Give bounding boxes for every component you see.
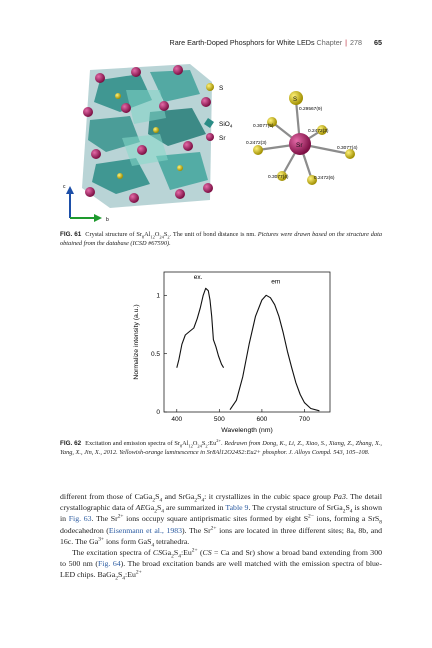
link-eisenmann-1983[interactable]: Eisenmann et al., 1983 xyxy=(108,525,183,535)
x-axis-label: Wavelength (nm) xyxy=(221,427,273,434)
body-text xyxy=(60,491,382,581)
legend-sio4: SiO$_4$ xyxy=(219,121,233,129)
bond-label-7: 0.2472(6) xyxy=(314,176,335,181)
plot-frame xyxy=(164,272,330,412)
lattice-structure-image xyxy=(82,64,213,208)
link-fig-64[interactable]: Fig. 64 xyxy=(97,559,121,569)
fig62-caption: FIG. 62 Excitation and emission spectra of $Sr_8Al_{12}O_{24}S_2:Eu^{2+}$. Redrawn from Dong, K., Li, Z., Xiao, S., Xiang, Z., Zhang, X., Yang, X., Jin, X., 2012. Yellowish-orange luminescence in Sr8Al12O24S2:Eu2+ phosphor. J. Alloys Compd. 543, 105–108. xyxy=(60,437,383,456)
bond-label-4: 0.2472(3) xyxy=(246,141,267,146)
bond-label-6: 0.3077(4) xyxy=(268,175,289,180)
paragraph-2: The excitation spectra of $CSGa_2S_4:Eu^{2+}$ (CS = Ca and Sr) show a broad band extending from 300 to 500 nm (Fig. 64). The broad excitation bands are well matched with the emission spectra of blue-LED chips. $BaGa_2S_4:Eu^{2+}$ xyxy=(60,547,383,582)
sr-coordination-diagram xyxy=(246,91,358,185)
x-tick-label-2: 600 xyxy=(256,416,268,423)
link-fig-63[interactable]: Fig. 63 xyxy=(68,514,92,524)
running-header: Rare Earth-Doped Phosphors for White LEDs Chapter | 278 65 xyxy=(169,38,382,47)
bond-label-5: 0.3077(4) xyxy=(337,146,358,151)
bond-label-3: 0.2472(3) xyxy=(308,129,329,134)
spectra-chart xyxy=(110,266,336,440)
header-title: Rare Earth-Doped Phosphors for White LEDs xyxy=(169,38,315,47)
y-tick-label-2: 1 xyxy=(156,292,160,300)
x-tick-label-0: 400 xyxy=(171,416,183,423)
paragraph-1: different from those of $CaGa_2S_4$ and $SrGa_2S_4$: it crystallizes in the cubic space group Pa3. The detail crystallographic data of $AEGa_2S_4$ are summarized in Table 9. The crystal structure of $SrGa_2S_4$ is shown in Fig. 63. The $Sr^{2+}$ ions occupy square antiprismatic sites formed by eight $S^{2-}$ ions, forming a SrS$_8$ dodecahedron (Eisenmann et al., 1983). The $Sr^{2+}$ ions are located in three different sites; 8a, 8b, and 16c. The $Ga^{3+}$ ions form GaS$_4$ tetrahedra. xyxy=(60,492,383,549)
x-tick-label-3: 700 xyxy=(299,416,310,423)
legend-sr: Sr xyxy=(219,135,226,142)
axis-c-label: c xyxy=(63,184,66,190)
annotation-ex: ex. xyxy=(193,274,203,281)
page-number: 65 xyxy=(374,38,382,47)
fig62-caption-italic: Redrawn from Dong, K., Li, Z., Xiao, S., Xiang, Z., Zhang, X., Yang, X., Jin, X., 2012. Yellowish-orange luminescence in Sr8Al12O24S2:Eu2+ phosphor. J. Alloys Compd. 543, 105–108. xyxy=(60,440,383,456)
s-top-label: S xyxy=(293,97,298,103)
axis-b-label: b xyxy=(106,217,109,223)
fig61-caption: FIG. 61 Crystal structure of $Sr_8Al_{12}O_{24}S_2$. The unit of bond distance is nm. Pictures were drawn based on the structure data obtained from the database (ICSD #67590). xyxy=(60,231,382,247)
annotation-em: em xyxy=(271,278,281,286)
legend-s: S xyxy=(219,85,224,92)
sr-center-label: Sr xyxy=(296,142,303,149)
header-chapter-num: 278 xyxy=(350,38,362,47)
series-line-em xyxy=(230,295,319,411)
fig61-caption-italic: Pictures were drawn based on the structure data obtained from the database (ICSD #67590). xyxy=(60,231,382,247)
link-table-9[interactable]: Table 9 xyxy=(225,503,249,513)
header-chapter: Chapter xyxy=(316,38,343,47)
y-tick-label-0: 0 xyxy=(156,409,160,417)
crystal-structure-figure xyxy=(60,60,380,225)
bond-label-1: 0.29567(9) xyxy=(299,107,323,112)
bond-label-2: 0.3077(5) xyxy=(253,124,274,129)
y-tick-label-1: 0.5 xyxy=(150,350,160,358)
x-tick-label-1: 500 xyxy=(213,416,225,423)
y-axis-label: Normalize intensity (a.u.) xyxy=(133,304,140,380)
series-line-ex xyxy=(177,288,224,367)
